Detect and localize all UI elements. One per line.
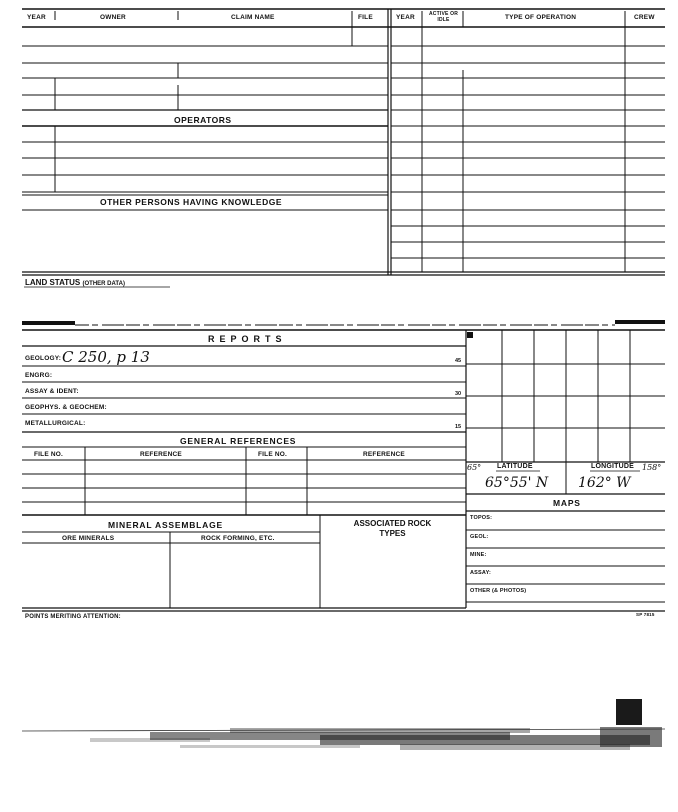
mineral-assemblage-title: MINERAL ASSEMBLAGE bbox=[108, 520, 223, 530]
metallurgical-label: METALLURGICAL: bbox=[25, 420, 86, 427]
ref-col-reference-1: REFERENCE bbox=[140, 451, 182, 458]
maps-title: MAPS bbox=[553, 498, 581, 508]
land-status-title: LAND STATUS bbox=[25, 278, 81, 287]
land-status-label bbox=[25, 278, 125, 287]
ref-col-file-no-2: FILE NO. bbox=[258, 451, 288, 458]
latitude-label: LATITUDE bbox=[497, 463, 533, 470]
geology-value: C 250, p 13 bbox=[62, 348, 150, 366]
col-type-of-operation: TYPE OF OPERATION bbox=[505, 14, 577, 21]
col-year-right: YEAR bbox=[396, 14, 415, 21]
col-file: FILE bbox=[358, 14, 373, 21]
maps-topos: TOPOS: bbox=[470, 515, 493, 521]
other-persons-heading: OTHER PERSONS HAVING KNOWLEDGE bbox=[100, 197, 283, 207]
reports-title: REPORTS bbox=[208, 334, 287, 344]
land-status-sub: (OTHER DATA) bbox=[82, 281, 125, 287]
general-references-title: GENERAL REFERENCES bbox=[180, 436, 297, 446]
col-active-or-idle: ACTIVE OR IDLE bbox=[428, 11, 459, 23]
lat-prefix: 65° bbox=[467, 463, 482, 472]
geophys-label: GEOPHYS. & GEOCHEM: bbox=[25, 404, 107, 411]
ore-minerals-label: ORE MINERALS bbox=[62, 535, 115, 542]
lon-suffix: 158° bbox=[642, 463, 662, 472]
maps-geol: GEOL: bbox=[470, 534, 489, 540]
col-year: YEAR bbox=[27, 14, 46, 21]
ref-col-reference-2: REFERENCE bbox=[363, 451, 405, 458]
ref-col-file-no-1: FILE NO. bbox=[34, 451, 64, 458]
associated-rock-types-label: ASSOCIATED ROCK TYPES bbox=[353, 519, 432, 538]
assay-ident-label: ASSAY & IDENT: bbox=[25, 388, 79, 395]
geology-label: GEOLOGY: bbox=[25, 355, 62, 362]
latitude-value: 65°55' N bbox=[485, 475, 549, 491]
metallurgical-number: 15 bbox=[455, 424, 462, 430]
operators-heading: OPERATORS bbox=[174, 115, 232, 125]
geology-number: 45 bbox=[455, 358, 462, 364]
col-owner: OWNER bbox=[100, 14, 126, 21]
maps-assay: ASSAY: bbox=[470, 570, 492, 576]
rock-forming-label: ROCK FORMING, ETC. bbox=[201, 535, 275, 542]
assay-number: 30 bbox=[455, 391, 462, 397]
longitude-label: LONGITUDE bbox=[591, 463, 635, 470]
points-meriting-attention-label: POINTS MERITING ATTENTION: bbox=[25, 614, 121, 620]
form-code: SP 7815 bbox=[636, 612, 655, 617]
maps-other: OTHER (& PHOTOS) bbox=[470, 588, 527, 594]
col-claim-name: CLAIM NAME bbox=[231, 14, 275, 21]
maps-mine: MINE: bbox=[470, 552, 487, 558]
longitude-value: 162° W bbox=[578, 475, 631, 491]
col-crew: CREW bbox=[634, 14, 655, 21]
engrg-label: ENGRG: bbox=[25, 372, 53, 379]
